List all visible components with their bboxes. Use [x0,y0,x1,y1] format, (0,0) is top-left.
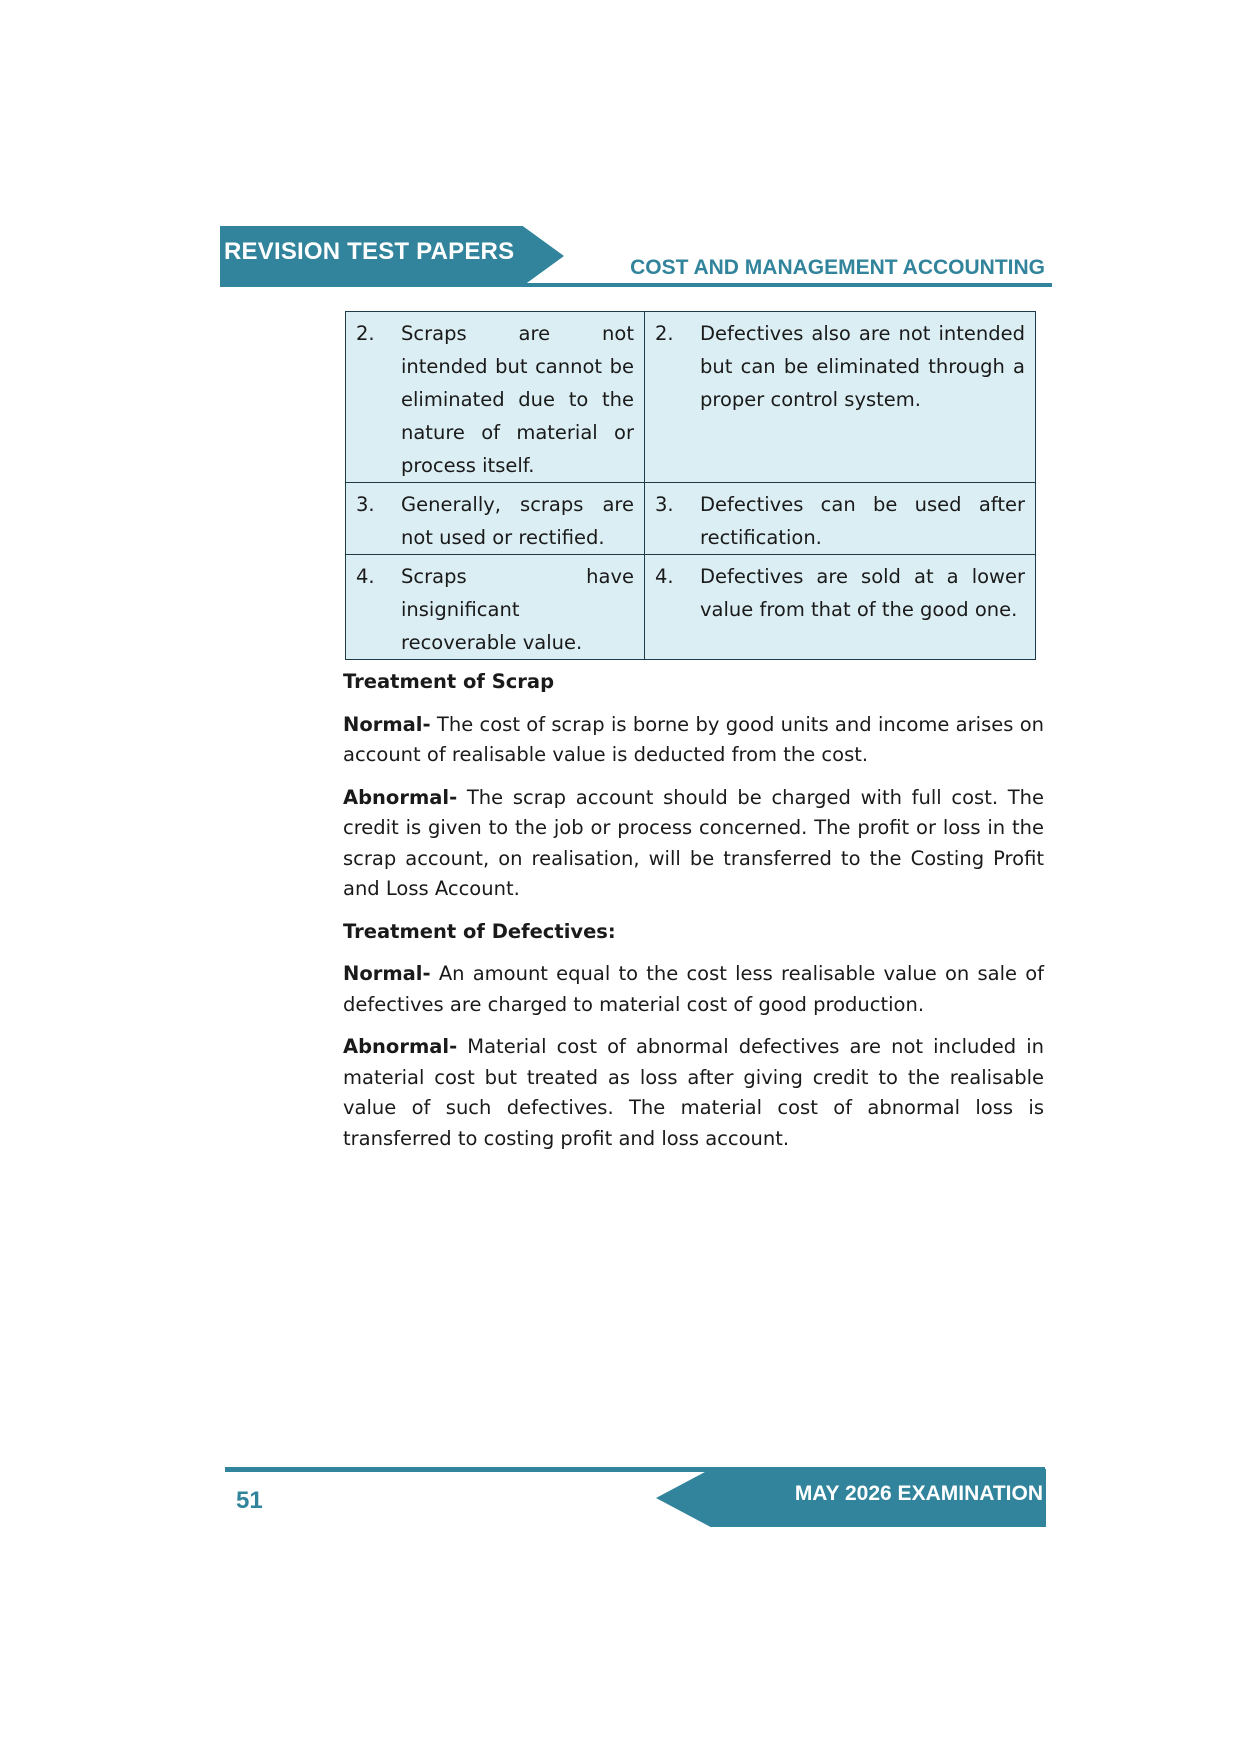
scrap-vs-defectives-table [345,311,1036,660]
defectives-point: Defectives can be used after rectification. [700,493,1025,549]
scrap-abnormal-paragraph [343,783,1044,905]
item-number: 2. [655,322,674,345]
normal-label: Normal- [343,712,431,736]
item-number: 3. [356,493,375,516]
document-title: REVISION TEST PAPERS [224,238,515,265]
scrap-treatment-heading: Treatment of Scrap [343,670,555,693]
table-row [346,312,1036,483]
defectives-normal-paragraph [343,959,1044,1020]
scrap-point: Generally, scraps are not used or rectified. [401,493,634,549]
scrap-cell [346,483,645,555]
exam-label: MAY 2026 EXAMINATION [794,1482,1043,1505]
normal-label: Normal- [343,962,431,985]
scrap-cell [346,312,645,483]
defectives-treatment-heading: Treatment of Defectives: [343,919,616,943]
defectives-point: Defectives also are not intended but can be eliminated through a proper control system. [700,322,1025,411]
defectives-normal-text: An amount equal to the cost less realisable value on sale of defectives are charged to material cost of good production. [343,962,1045,1016]
body-content [343,667,1044,1166]
scrap-cell [346,555,645,660]
scrap-point: Scraps have insignificant recoverable value. [401,565,634,654]
item-number: 2. [356,322,375,345]
defectives-cell [645,483,1036,555]
item-number: 4. [356,565,375,588]
scrap-point: Scraps are not intended but cannot be eliminated due to the nature of material or process itself. [401,322,634,477]
page-number: 51 [236,1487,263,1514]
scrap-normal-paragraph [343,710,1044,771]
header-divider [220,283,1052,287]
table-row [346,555,1036,660]
item-number: 3. [655,493,674,516]
defectives-cell [645,555,1036,660]
table-row [346,483,1036,555]
scrap-abnormal-text: The scrap account should be charged with full cost. The credit is given to the job or process concerned. The profit or loss in the scrap account, on realisation, will be transferred to the Costing Profit and Loss Account. [343,785,1044,900]
item-number: 4. [655,565,674,588]
scrap-normal-text: The cost of scrap is borne by good units and income arises on account of realisable value is deducted from the cost. [343,712,1044,766]
defectives-point: Defectives are sold at a lower value from that of the good one. [700,565,1025,621]
defectives-abnormal-paragraph [343,1032,1044,1154]
defectives-cell [645,312,1036,483]
subject-title: COST AND MANAGEMENT ACCOUNTING [630,256,1045,279]
defectives-abnormal-text: Material cost of abnormal defectives are not included in material cost but treated as loss after giving credit to the realisable value of such defectives. The material cost of abnormal loss is transferred to costing profit and loss account. [343,1035,1044,1150]
abnormal-label: Abnormal- [343,1035,458,1058]
abnormal-label: Abnormal- [343,785,458,809]
